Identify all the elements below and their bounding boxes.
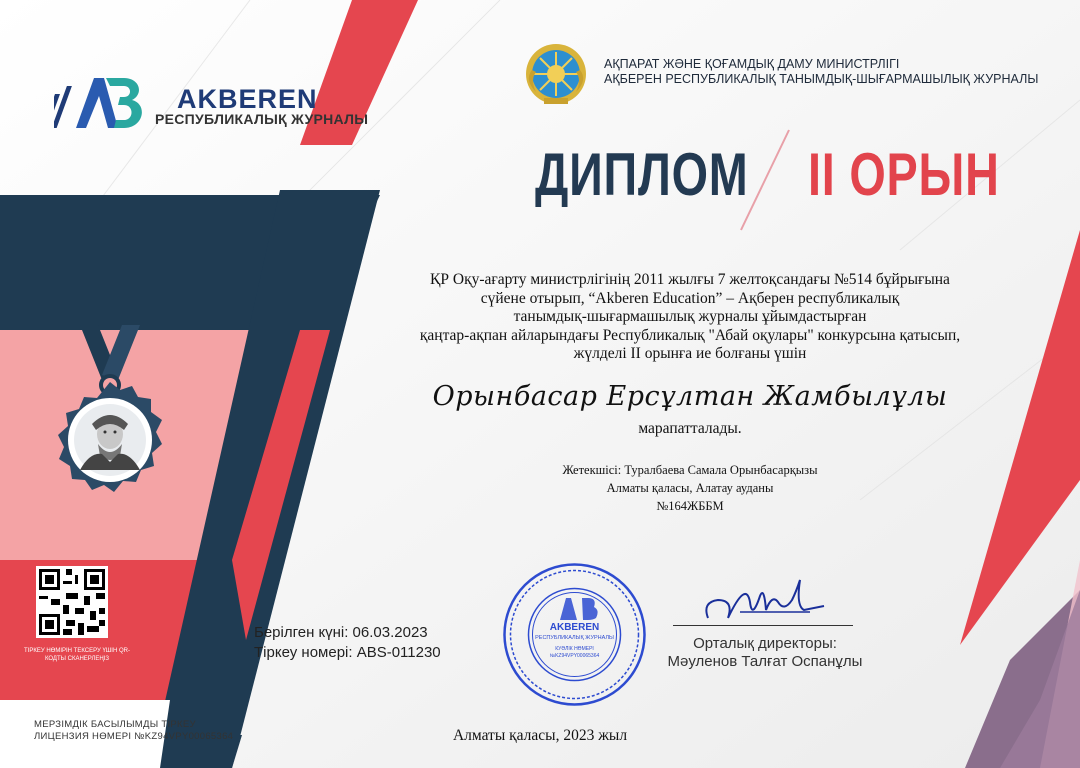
signature-line [673, 625, 853, 626]
award-line-2: сүйене отырып, “Akberen Education” – Ақберен республикалық [480, 289, 900, 307]
award-line-4: қаңтар-ақпан айларындағы Республикалық "Абай оқулары" конкурсына қатысып, [419, 326, 961, 344]
ministry-line-2: АҚБЕРЕН РЕСПУБЛИКАЛЫҚ ТАНЫМДЫҚ-ШЫҒАРМАШЫЛЫҚ ЖУРНАЛЫ [604, 72, 1039, 86]
supervisor-info [370, 461, 1010, 515]
director-title: Орталық директоры: [693, 635, 837, 652]
supervisor-line-3: №164ЖББМ [656, 499, 724, 513]
award-description [370, 271, 1010, 364]
awarded-text: марапатталады. [638, 420, 742, 437]
diploma-title: ДИПЛОМ [535, 141, 749, 208]
akberen-logo-icon [54, 72, 150, 137]
issue-date: Берілген күні: 06.03.2023 [254, 624, 428, 641]
brand-name: AKBEREN [177, 84, 318, 114]
stamp-brand: AKBEREN [549, 622, 600, 633]
brand-subtitle: РЕСПУБЛИКАЛЫҚ ЖУРНАЛЫ [155, 111, 369, 127]
license-line-2: ЛИЦЕНЗИЯ НӨМЕРІ №KZ94VPY00065364 [34, 731, 234, 742]
director-name: Мәуленов Талғат Оспанұлы [667, 653, 863, 670]
state-emblem-icon [522, 40, 590, 113]
award-line-3: танымдық-шығармашылық журналы ұйымдастырған [513, 308, 867, 325]
license-line-1: МЕРЗІМДІК БАСЫЛЫМДЫ ТІРКЕУ [34, 719, 196, 730]
license-info [34, 719, 233, 743]
recipient-name: Орынбасар Ерсұлтан Жамбылұлы [432, 381, 948, 412]
award-line-5: жүлделі II орынға ие болғаны үшін [573, 345, 807, 362]
director-info [660, 635, 870, 671]
stamp-license-label: КУӘЛІК НӨМЕРІ [555, 646, 594, 652]
supervisor-line-1: Жетекшісі: Туралбаева Самала Орынбасарқызы [562, 463, 818, 477]
medal-icon [40, 325, 180, 530]
issue-info [254, 623, 441, 663]
qr-code-icon [36, 566, 108, 638]
stamp-icon [502, 562, 647, 707]
ministry-header [604, 57, 1038, 87]
ministry-line-1: АҚПАРАТ ЖӘНЕ ҚОҒАМДЫҚ ДАМУ МИНИСТРЛІГІ [604, 57, 900, 71]
city-year: Алматы қаласы, 2023 жыл [452, 727, 628, 744]
signature-icon [700, 566, 840, 641]
supervisor-line-2: Алматы қаласы, Алатау ауданы [606, 481, 774, 495]
place-title: II ОРЫН [808, 141, 1000, 208]
stamp-sub: РЕСПУБЛИКАЛЫҚ ЖУРНАЛЫ [535, 635, 614, 641]
stamp-license-no: №KZ94VPY00065364 [549, 653, 600, 659]
registration-number: Тіркеу номері: ABS-011230 [254, 644, 441, 661]
qr-caption: ТІРКЕУ НӨМІРІН ТЕКСЕРУ ҮШІН QR-КОДТЫ СКАНЕРЛЕҢІЗ [24, 648, 130, 662]
award-line-1: ҚР Оқу-ағарту министрлігінің 2011 жылғы 7 желтоқсандағы №514 бұйрығына [430, 271, 950, 288]
